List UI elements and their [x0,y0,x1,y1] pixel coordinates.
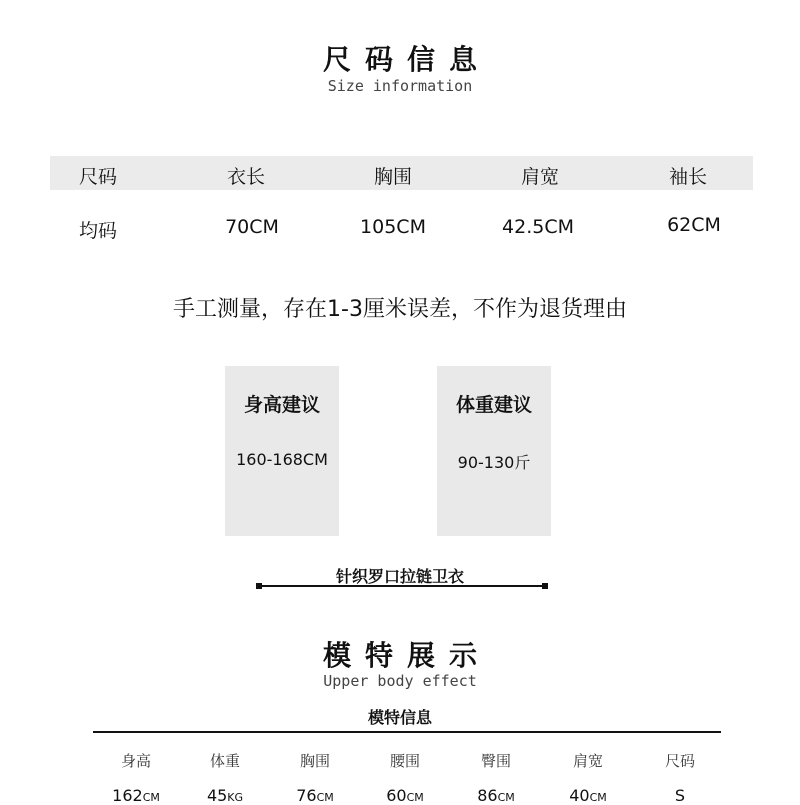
size-header-sleeve: 袖长 [668,166,707,188]
model-header-height: 身高 [120,752,151,770]
size-header-chest: 胸围 [373,166,412,188]
model-value-shoulder: 40CM [569,786,607,805]
height-suggestion-card [225,366,339,536]
size-header-length: 衣长 [226,166,265,188]
weight-suggestion-value: 90-130斤 [457,453,531,472]
model-display-subtitle: Upper body effect [323,672,477,690]
size-value-size: 均码 [78,220,117,242]
size-value-shoulder: 42.5CM [502,216,574,238]
model-info-divider [93,731,721,733]
weight-suggestion-title: 体重建议 [455,394,532,416]
model-display-title: 模特展示 [322,639,491,672]
height-suggestion-value: 160-168CM [236,450,328,469]
model-header-shoulder: 肩宽 [572,752,603,770]
model-value-hip: 86CM [477,786,515,805]
model-value-height: 162CM [112,786,160,805]
size-header-shoulder: 肩宽 [520,166,559,188]
model-value-weight: 45KG [206,786,244,805]
size-value-length: 70CM [225,216,279,238]
size-value-chest: 105CM [360,216,426,238]
size-info-subtitle: Size information [327,77,473,95]
model-header-weight: 体重 [209,752,240,770]
model-value-chest: 76CM [296,786,334,805]
model-header-hip: 臀围 [480,752,511,770]
model-info-caption: 模特信息 [367,708,432,727]
size-header-size: 尺码 [78,166,117,188]
height-suggestion-title: 身高建议 [243,394,320,416]
model-header-waist: 腰围 [389,752,420,770]
measurement-note: 手工测量，存在1-3厘米误差，不作为退货理由 [173,297,627,322]
weight-suggestion-card [437,366,551,536]
model-header-chest: 胸围 [299,752,330,770]
model-value-size: S [674,786,686,805]
size-info-title: 尺码信息 [322,43,491,76]
product-name: 针织罗口拉链卫衣 [335,567,464,586]
model-header-size: 尺码 [664,752,695,770]
model-value-waist: 60CM [386,786,424,805]
size-value-sleeve: 62CM [667,214,721,236]
